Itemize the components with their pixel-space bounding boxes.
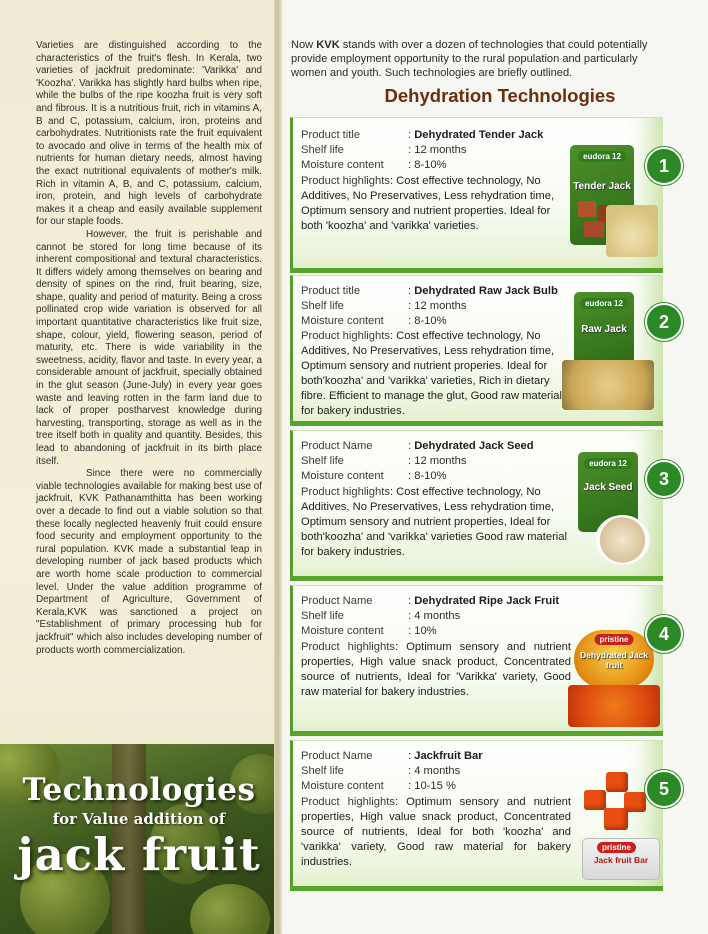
highlights-text: Optimum sensory and nutrient properties, High value snack product, Concentrated source of nutrients, Ideal for 'Varikka' variety, Good raw material for bakery industries.: [301, 641, 572, 699]
paragraph-varieties: Varieties are distinguished according to the characteristics of the fruit's flesh. In Kerala, two varieties of jackfruit predominate: 'Varikka' and 'Koozha'. Varikka has slightly hard bulbs when ripe, while the bulbs of the ripe koozha fruit is very soft and fibrous. It is a nutritious fruit, rich in vitamins A, B and C, potassium, calcium, iron, proteins and carbohydrates. Nutritionists rate the fruit equivalent to avocado and olive in terms of the health mix of nutrients for human dietary needs, almost having the exact nutritional equivalents of mother's milk. Rich in vitamin A, B, and C, potassium, calcium, iron, protein, and high levels of carbohydrate makes it a cheap and easily available supplement for our staple foods.: [36, 40, 262, 228]
product-title-row: Product Name : Dehydrated Jack Seed: [301, 440, 534, 452]
highlights-text: Cost effective technology, No Additives, No Preservatives, Less rehydration time, Optimum sensory and nutrient properties, Ideal for both'koozha' and 'varikka' varieties Good raw material for bakery industries.: [301, 486, 567, 559]
shelf-life-value: 4 months: [414, 610, 461, 622]
product-number-badge-1: 1: [645, 147, 683, 185]
moisture-value: 10-15 %: [414, 780, 456, 792]
product-pack-image-5: pristine Jack fruit Bar: [582, 838, 660, 880]
product-pack-image-1: eudora 12 Tender Jack: [570, 145, 634, 245]
highlights-text: Cost effective technology, No Additives, No Preservatives, Less rehydration time, Optimum sensory and nutrient properties. Ideal for both 'koozha' and 'varikka' varieties.: [301, 175, 555, 233]
moisture-row: Moisture content : 8-10%: [301, 470, 447, 482]
left-page: [0, 0, 274, 934]
moisture-row: Moisture content : 10%: [301, 625, 437, 637]
section-title: Dehydration Technologies: [384, 85, 616, 106]
moisture-value: 8-10%: [414, 315, 447, 327]
product-pack-image-4: pristine Dehydrated Jack fruit: [574, 630, 654, 688]
shelf-life-row: Shelf life : 4 months: [301, 765, 461, 777]
banner-title-technologies: Technologies: [22, 772, 256, 808]
product-number-badge-3: 3: [645, 460, 683, 498]
product-title: Jackfruit Bar: [414, 750, 483, 762]
product-highlights: Product highlights: Optimum sensory and nutrient properties, High value snack product, Concentrated source of nutrients, Ideal for 'Varikka' variety, Good raw material for bakery industries.: [301, 641, 572, 699]
shelf-life-row: Shelf life : 12 months: [301, 300, 467, 312]
product-title: Dehydrated Jack Seed: [414, 440, 534, 452]
shelf-life-row: Shelf life : 4 months: [301, 610, 461, 622]
raw-jack-tray: [562, 360, 654, 410]
moisture-row: Moisture content : 8-10%: [301, 315, 447, 327]
product-number-badge-2: 2: [645, 303, 683, 341]
product-title: Dehydrated Raw Jack Bulb: [414, 285, 558, 297]
product-highlights: Product highlights: Optimum sensory and nutrient properties, High value snack product, Concentrated source of nutrients, Ideal for both 'koozha' and 'varikka' variety, Good raw material for bakery industries.: [301, 796, 572, 869]
moisture-row: Moisture content : 8-10%: [301, 159, 447, 171]
banner-title-jack-fruit: jack fruit: [17, 828, 261, 881]
highlights-text: Optimum sensory and nutrient properties, High value snack product, Concentrated source of nutrients, Ideal for both 'koozha' and 'varikka' variety, Good raw material for bakery industries.: [301, 796, 572, 869]
jack-seed-bowl: [595, 515, 650, 565]
left-body-text: [36, 40, 262, 657]
product-number-badge-4: 4: [645, 615, 683, 653]
shelf-life-row: Shelf life : 12 months: [301, 144, 467, 156]
product-highlights: Product highlights: Cost effective technology, No Additives, No Preservatives, Less rehydration time, Optimum sensory and nutrient properties. Ideal for both 'koozha' and 'varikka' varieties.: [301, 175, 555, 233]
highlights-text: Cost effective technology, No Additives, No Preservatives, Less rehydration time, Optimum sensory and nutrient properies. Ideal for both'koozha' and 'varikka' varieties, Rich in dietary fibre. Efficient to manage the glut, Good raw material for bakery industries.: [301, 330, 562, 418]
product-title-row: Product title : Dehydrated Raw Jack Bulb: [301, 285, 558, 297]
shelf-life-value: 12 months: [414, 144, 467, 156]
product-pack-image-2: eudora 12 Raw Jack: [574, 292, 634, 370]
intro-text: Now KVK stands with over a dozen of technologies that could potentially provide employment opportunity to the rural population and particularly women and youth. Such technologies are briefly outlined.: [291, 39, 648, 80]
shelf-life-value: 12 months: [414, 455, 467, 467]
shelf-life-row: Shelf life : 12 months: [301, 455, 467, 467]
banner-subtitle: for Value addition of: [52, 810, 226, 828]
tender-jack-pieces: [606, 205, 658, 257]
technologies-banner: [0, 744, 274, 934]
product-title: Dehydrated Tender Jack: [414, 129, 544, 141]
shelf-life-value: 4 months: [414, 765, 461, 777]
product-highlights: Product highlights: Cost effective technology, No Additives, No Preservatives, Less rehydration time, Optimum sensory and nutrient properies. Ideal for both'koozha' and 'varikka' varieties, Rich in dietary fibre. Efficient to manage the glut, Good raw material for bakery industries.: [301, 330, 562, 418]
product-highlights: Product highlights: Cost effective technology, No Additives, No Preservatives, Less rehydration time, Optimum sensory and nutrient properties, Ideal for both'koozha' and 'varikka' varieties Good raw material for bakery industries.: [301, 486, 567, 559]
paragraph-perishable: However, the fruit is perishable and cannot be stored for long time because of its inherent compositional and textural characteristics. It differs widely among themselves on bearing and density of spines on the rind, fruit bearing, size, shape, quality and period of maturity. Being a cross pollinated crop wide variation is observed for all important quantitative characteristics like fruit size, shape, colour, yield, flowering season, period of maturity, etc. There is wide variability in the sweetness, acidity, flavor and taste. In every year, a considerable amount of jackfruit, specially obtained in the glut season (June-July) in every year goes waste and leaving rotten in the farm land due to lack of proper postharvest knowledge during harvesting, transporting, storage as well as in the tree itself both in quality and quantity. Besides, this lead to abandoning of jackfruit in its birth place itself.: [36, 228, 262, 467]
product-title-row: Product Name : Jackfruit Bar: [301, 750, 483, 762]
shelf-life-value: 12 months: [414, 300, 467, 312]
moisture-value: 8-10%: [414, 470, 447, 482]
moisture-value: 10%: [414, 625, 437, 637]
product-pack-image-3: eudora 12 Jack Seed: [578, 452, 638, 532]
page-spine: [274, 0, 282, 934]
product-number-badge-5: 5: [645, 770, 683, 808]
moisture-value: 8-10%: [414, 159, 447, 171]
ripe-jack-pieces: [568, 685, 660, 727]
product-title-row: Product title : Dehydrated Tender Jack: [301, 129, 544, 141]
product-title-row: Product Name : Dehydrated Ripe Jack Fruit: [301, 595, 560, 607]
kvk-highlight: KVK: [316, 39, 340, 51]
paragraph-kvk-project: Since there were no commercially viable technologies available for making best use of jackfruit, KVK Pathanamthitta has been working over a decade to find out a viable solution so that these locally neglected heavenly fruit could ensure food security and employment opportunity to the rural population. KVK made a substantial leap in developing number of jack based products which are worth home scale production to commercial level. Under the value addition programme of Department of Agriculture, Government of Kerala,KVK was sanctioned a project on "Establishment of primary processing hub for jackfruit" which also includes developing number of products worth commercialization.: [36, 468, 262, 656]
moisture-row: Moisture content : 10-15 %: [301, 780, 456, 792]
product-title: Dehydrated Ripe Jack Fruit: [414, 595, 560, 607]
